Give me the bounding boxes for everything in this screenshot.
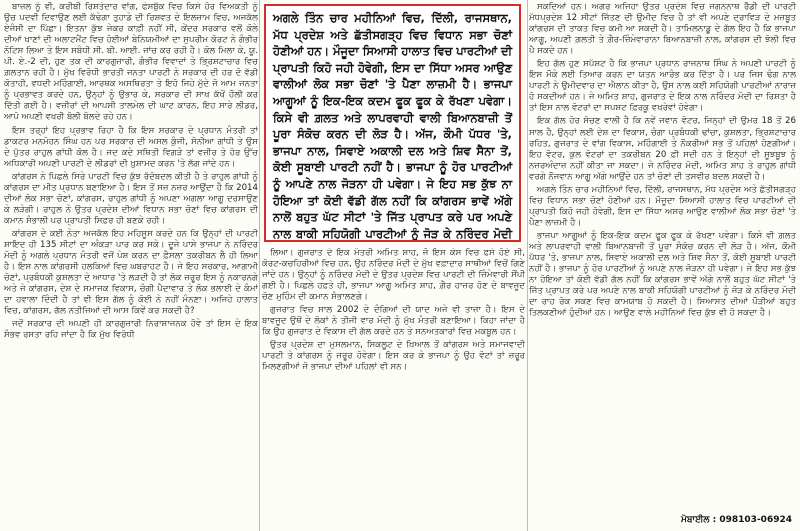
paragraph: ਜਦੋਂ ਸਰਕਾਰ ਦੀ ਅਪਣੀ ਹੀ ਕਾਰਗੁਜ਼ਾਰੀ ਨਿਰਾਸ਼ਾਜਨਕ ਹੋਵੇ ਤਾਂ ਇਸ ਦੇ ਇਕ ਸੰਭਵ ਰਸਤਾ ਰਹਿ ਜਾਂਦਾ ਹੈ ਕਿ ਮੁੱਖ ਵਿਰੋਧੀ: [4, 319, 258, 341]
paragraph: ਲਿਆ। ਗੁਜਰਾਤ ਦੇ ਇਕ ਮੰਤਰੀ ਅਮਿਤ ਸ਼ਾਹ, ਜੋ ਇਸ ਕੇਸ ਵਿਚ ਫਸੇ ਹੋਏ ਸੀ, ਕੋਰਟ-ਕਚਹਿਰੀਆਂ ਵਿਚ ਹਨ, ਉਹ ਨਰਿੰਦਰ ਮੋਦੀ ਦੇ ਮੁੱਖ ਵਫ਼ਾਦਾਰ ਸਾਥੀਆਂ ਵਿਚੋਂ ਗਿਣੇ ਜਾਂਦੇ ਹਨ। ਉਨ੍ਹਾਂ ਨੂੰ ਨਰਿੰਦਰ ਮੋਦੀ ਦੇ ਉਤਰ ਪ੍ਰਦੇਸ਼ ਵਿਚ ਪਾਰਟੀ ਦੀ ਜ਼ਿੰਮੇਵਾਰੀ ਸੌਂਪੀ ਗਈ ਹੈ। ਪਿਛਲੇ ਹਫ਼ਤੇ ਹੀ, ਭਾਜਪਾ ਆਗੂ ਅਮਿਤ ਸ਼ਾਹ, ਗ਼ੈਰ ਹਾਜ਼ਰ ਹੋਣ ਦੇ ਬਾਵਜੂਦ ਚੋਣ ਮੁਹਿੰਮ ਦੀ ਕਮਾਨ ਸੰਭਾਲਣਗੇ।: [262, 248, 525, 303]
paragraph: ਕਾਂਗਰਸ ਦੇ ਕਈ ਨੇਤਾ ਅਜਕੱਲ ਇਹ ਮਹਿਸੂਸ ਕਰਦੇ ਹਨ ਕਿ ਉਨ੍ਹਾਂ ਦੀ ਪਾਰਟੀ ਸ਼ਾਇਦ ਹੀ 135 ਸੀਟਾਂ ਦਾ ਅੰਕੜਾ ਪਾਰ ਕਰ ਸਕੇ। ਦੂਜੇ ਪਾਸੇ ਭਾਜਪਾ ਨੇ ਨਰਿੰਦਰ ਮੋਦੀ ਨੂੰ ਅਗਲੇ ਪ੍ਰਧਾਨ ਮੰਤਰੀ ਵਜੋਂ ਪੇਸ਼ ਕਰਨ ਦਾ ਫ਼ੈਸਲਾ ਤਕਰੀਬਨ ਲੈ ਹੀ ਲਿਆ ਹੈ। ਇਸ ਨਾਲ ਕਾਂਗਰਸੀ ਹਲਕਿਆਂ ਵਿਚ ਘਬਰਾਹਟ ਹੈ। ਜੇ ਇਹ ਸਰਕਾਰ, ਆਗਾਮੀ ਚੋਣਾਂ, ਪ੍ਰਬੰਧਕੀ ਕੁਸ਼ਲਤਾ ਦੇ ਆਧਾਰ 'ਤੇ ਲੜਦੀ ਹੈ ਤਾਂ ਲੋਕ ਜ਼ਰੂਰ ਇਸ ਨੂੰ ਨਕਾਰਨਗੇ ਅਤੇ ਜੇ ਕਾਂਗਰਸ, ਦੇਸ਼ ਦੇ ਸਮਾਜਕ ਵਿਕਾਸ, ਚੰਗੀ ਪੈਦਾਵਾਰ ਤੇ ਲੋਕ ਭਲਾਈ ਦੇ ਕੰਮਾਂ ਦਾ ਹਵਾਲਾ ਦਿੰਦੀ ਹੈ ਤਾਂ ਵੀ ਇਸ ਗੱਲ ਨੂੰ ਕੋਈ ਨੇ ਨਹੀਂ ਮੰਨਣਾ। ਅਜਿਹੇ ਹਾਲਾਤ ਵਿਚ, ਕਾਂਗਰਸ, ਗੱਲ ਨਤੀਜਿਆਂ ਦੀ ਆਸ ਕਿਵੇਂ ਕਰ ਸਕਦੀ ਹੈ?: [4, 228, 258, 317]
paragraph: ਇਸ ਤਰ੍ਹਾਂ ਇਹ ਪ੍ਰਭਾਵ ਰਿਹਾ ਹੈ ਕਿ ਇਸ ਸਰਕਾਰ ਦੇ ਪ੍ਰਧਾਨ ਮੰਤਰੀ ਤਾਂ ਡਾਕਟਰ ਮਨਮੋਹਨ ਸਿੰਘ ਹਨ ਪਰ ਸਰਕਾਰ ਦੀ ਅਸਲ ਕੁੰਜੀ, ਸੋਨੀਆ ਗਾਂਧੀ ਤੇ ਉਸ ਦੇ ਪੁੱਤਰ ਰਾਹੁਲ ਗਾਂਧੀ ਕੋਲ ਹੈ। ਜਦ ਕਦੇ ਸਥਿਤੀ ਵਿਗੜੇ ਤਾਂ ਵਜ਼ੀਰ ਤੇ ਹੋਰ ਉੱਚ ਅਧਿਕਾਰੀ ਅਪਣੀ ਪਾਰਟੀ ਦੇ ਲੀਡਰਾਂ ਦੀ ਖ਼ੁਸ਼ਾਮਦ ਕਰਨ 'ਤੇ ਲੱਗ ਜਾਂਦੇ ਹਨ।: [4, 125, 258, 169]
paragraph: ਬਾਜ਼ਲ ਨੂੰ ਵੀ, ਕਰੀਬੀ ਰਿਸ਼ਤੇਦਾਰ ਵਾਂਗ, ਫੇਸਬੁੱਕ ਵਿਚ ਕਿਸੇ ਹੋਰ ਵਿਅਕਤੀ ਨੂੰ ਉਚ ਪਦਵੀ ਦਿਵਾਉਣ ਲਈ ਕੱਢੇਗਾ ਤੁਹਾਡੇ ਦੀ ਰਿਸ਼ਵਤ ਦੇ ਇਲਜ਼ਾਮ ਵਿਚ, ਅਜਕੱਲ ਏਜੰਸੀ ਦਾ ਪਿੱਛਾ। ਇਤਨਾ ਕੁੱਝ ਜੇਕਰ ਕਾਫ਼ੀ ਨਹੀਂ ਸੀ, ਕੇਂਦਰ ਸਰਕਾਰ ਵਲੋਂ ਕੋਲੇ ਦੀਆਂ ਖਾਣਾਂ ਦੀ ਅਲਾਟਮੈਂਟ ਵਿਚ ਹੋਈਆਂ ਬੇਨਿਯਮੀਆਂ ਦਾ ਸੁਪਰੀਮ ਕੋਰਟ ਨੇ ਗੰਭੀਰ ਨੋਟਿਸ ਲਿਆ ਤੇ ਇਸ ਸਬੰਧੀ ਸੀ. ਬੀ. ਆਈ. ਜਾਂਚ ਕਰ ਰਹੀ ਹੈ। ਕੋਲ ਮਿਲਾ ਕੇ, ਯੂ. ਪੀ. ਏ.-2 ਦੀ, ਹੁਣ ਤਕ ਦੀ ਕਾਰਗੁਜ਼ਾਰੀ, ਗੰਭੀਰ ਵਿਵਾਦਾਂ ਤੇ ਭ੍ਰਿਸ਼ਟਾਚਾਰ ਵਿਚ ਗ਼ਲਤਾਨ ਰਹੀ ਹੈ। ਮੁੱਖ ਵਿਰੋਧੀ ਭਾਰਤੀ ਜਨਤਾ ਪਾਰਟੀ ਨੇ ਸਰਕਾਰ ਦੀ ਹਰ ਦੋ ਵੱਡੀ ਕੋਤਾਹੀ, ਵਧਦੀ ਮਹਿੰਗਾਈ, ਆਰਥਕ ਅਸਥਿਰਤਾ ਤੇ ਇਹੋ ਜਿਹੇ ਮੁੱਦੇ ਜੋ ਆਮ ਜਨਤਾ ਨੂੰ ਪ੍ਰਭਾਵਤ ਕਰਦੇ ਹਨ, ਉਨ੍ਹਾਂ ਨੂੰ ਉਭਾਰ ਕੇ, ਸਰਕਾਰ ਦੀ ਸਾਖ ਕੱਖੋਂ ਹੌਲੀ ਕਰ ਦਿੱਤੀ ਗਈ ਹੈ। ਵਜ਼ੀਰਾਂ ਦੀ ਆਪਸੀ ਤਾਲਮੇਲ ਦੀ ਘਾਟ ਕਾਰਨ, ਇਹ ਸਾਰੇ ਲੀਡਰ, ਆਪੋ ਅਪਣੀ ਵਖਰੀ ਬੋਲੀ ਬੋਲਦੇ ਰਹੇ ਹਨ।: [4, 2, 258, 123]
article-column-middle: [262, 248, 525, 528]
paragraph: ਗੁਜਰਾਤ ਵਿਚ ਸਾਲ 2002 ਦੇ ਦੰਗਿਆਂ ਦੀ ਯਾਦ ਅਜੇ ਵੀ ਤਾਜ਼ਾ ਹੈ। ਇਸ ਦੇ ਬਾਵਜੂਦ ਉਥੋਂ ਦੇ ਲੋਕਾਂ ਨੇ ਤੀਜੀ ਵਾਰ ਮੋਦੀ ਨੂੰ ਮੁੱਖ ਮੰਤਰੀ ਬਣਾਇਆ। ਕਿਹਾ ਜਾਂਦਾ ਹੈ ਕਿ ਉਹ ਗੁਜਰਾਤ ਦੇ ਵਿਕਾਸ ਦੀ ਗੱਲ ਕਰਦੇ ਹਨ ਤੇ ਸਨਅਤਕਾਰਾਂ ਵਿਚ ਮਕਬੂਲ ਹਨ।: [262, 305, 525, 338]
column-divider: [259, 0, 260, 531]
paragraph: ਕਾਂਗਰਸ ਨੇ ਪਿਛਲੇ ਸਿਰੇ ਪਾਰਟੀ ਵਿਚ ਕੁੱਝ ਰੱਦੋਬਦਲ ਕੀਤੀ ਹੈ ਤੇ ਰਾਹੁਲ ਗਾਂਧੀ ਨੂੰ ਕਾਂਗਰਸ ਦਾ ਮੀਤ ਪ੍ਰਧਾਨ ਬਣਾਇਆ ਹੈ। ਇਸ ਤੋਂ ਸਜ਼ ਨਜ਼ਰ ਆਉਂਦਾ ਹੈ ਕਿ 2014 ਦੀਆਂ ਲੋਕ ਸਭਾ ਚੋਣਾਂ, ਕਾਂਗਰਸ, ਰਾਹੁਲ ਗਾਂਧੀ ਨੂੰ ਅਪਣਾ ਅਗਲਾ ਆਗੂ ਦਰਸਾਉਣ ਕੇ ਲੜੇਗੀ। ਰਾਹੁਲ ਨੇ ਉਤਰ ਪ੍ਰਦੇਸ਼ ਦੀਆਂ ਵਿਧਾਨ ਸਭਾ ਚੋਣਾਂ ਵਿਚ ਕਾਂਗਰਸ ਦੀ ਕਮਾਨ ਸੰਭਾਲੀ ਪਰ ਪ੍ਰਾਪਤੀ ਸਿਫ਼ਰ ਹੀ ਬਣਕੇ ਰਹੀ।: [4, 171, 258, 226]
pull-quote-box: [264, 4, 521, 242]
paragraph: ਅਗਲੇ ਤਿੰਨ ਚਾਰ ਮਹੀਨਿਆਂ ਵਿਚ, ਦਿੱਲੀ, ਰਾਜਸਥਾਨ, ਮੱਧ ਪ੍ਰਦੇਸ਼ ਅਤੇ ਛੱਤੀਸਗੜ੍ਹ ਵਿਚ ਵਿਧਾਨ ਸਭਾ ਚੋਣਾਂ ਹੋਣੀਆਂ ਹਨ। ਮੌਜੂਦਾ ਸਿਆਸੀ ਹਾਲਾਤ ਵਿਚ ਪਾਰਟੀਆਂ ਦੀ ਪ੍ਰਾਪਤੀ ਕਿਹੋ ਜਹੀ ਹੋਵੇਗੀ, ਇਸ ਦਾ ਸਿੱਧਾ ਅਸਰ ਆਉਣ ਵਾਲੀਆਂ ਲੋਕ ਸਭਾ ਚੋਣਾਂ 'ਤੇ ਪੈਣਾ ਲਾਜ਼ਮੀ ਹੈ।: [529, 184, 796, 228]
paragraph: ਇਕ ਗੱਲ ਹੋਰ ਸੋਚਣ ਵਾਲੀ ਹੈ ਕਿ ਨਵੇਂ ਜਵਾਨ ਵੋਟਰ, ਜਿਨ੍ਹਾਂ ਦੀ ਉਮਰ 18 ਤੋਂ 26 ਸਾਲ ਹੈ, ਉਨ੍ਹਾਂ ਲਈ ਦੇਸ਼ ਦਾ ਵਿਕਾਸ, ਚੰਗਾ ਪ੍ਰਬੰਧਕੀ ਢਾਂਚਾ, ਕੁਸ਼ਲਤਾ, ਭ੍ਰਿਸ਼ਟਾਚਾਰ ਰਹਿਤ, ਗੁਜਰਾਤ ਦੇ ਵਾਂਗ ਵਿਕਾਸ, ਮਹਿੰਗਾਈ ਤੇ ਨੌਕਰੀਆਂ ਸਭ ਤੋਂ ਪਹਿਲਾਂ ਹੋਣਗੀਆਂ। ਇਹ ਵੋਟਰ, ਕੁਲ ਵੋਟਰਾਂ ਦਾ ਤਕਰੀਬਨ 20 ਫ਼ੀ ਸਦੀ ਹਨ ਤੇ ਇਨ੍ਹਾਂ ਦੀ ਸੂਝਬੂਝ ਨੂੰ ਨਜ਼ਰਅੰਦਾਜ਼ ਨਹੀਂ ਕੀਤਾ ਜਾ ਸਕਦਾ। ਜੇ ਨਰਿੰਦਰ ਮੋਦੀ, ਅਮਿਤ ਸ਼ਾਹ ਤੇ ਰਾਹੁਲ ਗਾਂਧੀ ਵਰਗੇ ਨੌਜਵਾਨ ਆਗੂ ਅੱਗੇ ਆਉਂਦੇ ਹਨ ਤਾਂ ਚੋਣਾਂ ਦੀ ਤਸਵੀਰ ਬਦਲ ਸਕਦੀ ਹੈ।: [529, 116, 796, 182]
paragraph: ਇਹ ਗੱਲ ਹੁਣ ਸਪੱਸ਼ਟ ਹੈ ਕਿ ਭਾਜਪਾ ਪ੍ਰਧਾਨ ਰਾਜਨਾਥ ਸਿੰਘ ਨੇ ਅਪਣੀ ਪਾਰਟੀ ਨੂੰ ਇਸ ਮੌਕੇ ਲਈ ਤਿਆਰ ਕਰਨ ਦਾ ਯਤਨ ਆਰੰਭ ਕਰ ਦਿੱਤਾ ਹੈ। ਪਰ ਜਿਸ ਢੰਗ ਨਾਲ ਪਾਰਟੀ ਨੇ ਉਮੀਦਵਾਰ ਦਾ ਐਲਾਨ ਕੀਤਾ ਹੈ, ਉਸ ਨਾਲ ਕਈ ਸਹਿਯੋਗੀ ਪਾਰਟੀਆਂ ਨਾਰਾਜ਼ ਹੋ ਸਕਦੀਆਂ ਹਨ। ਜੇ ਅਮਿਤ ਸ਼ਾਹ, ਗੁਜਰਾਤ ਦੇ ਇਕ ਨਾਲ ਨਰਿੰਦਰ ਮੋਦੀ ਦਾ ਰਿਸ਼ਤਾ ਹੈ ਤਾਂ ਇਸ ਨਾਲ ਵੋਟਰਾਂ ਦਾ ਸਪਸ਼ਟ ਫ਼ਿਰਕੂ ਵਖਰੇਵਾਂ ਹੋਵੇਗਾ।: [529, 59, 796, 114]
paragraph: ਭਾਜਪਾ ਆਗੂਆਂ ਨੂੰ ਇਕ-ਇਕ ਕਦਮ ਫੂਕ ਫੂਕ ਕੇ ਰੱਖਣਾ ਪਵੇਗਾ। ਕਿਸੇ ਵੀ ਗ਼ਲਤ ਅਤੇ ਲਾਪਰਵਾਹੀ ਵਾਲੀ ਬਿਆਨਬਾਜ਼ੀ ਤੋਂ ਪੂਰਾ ਸੰਕੋਚ ਕਰਨ ਦੀ ਲੋੜ ਹੈ। ਅੱਜ, ਕੌਮੀ ਪੱਧਰ 'ਤੇ, ਭਾਜਪਾ ਨਾਲ, ਸਿਵਾਏ ਅਕਾਲੀ ਦਲ ਅਤੇ ਸ਼ਿਵ ਸੈਨਾ ਤੋਂ, ਕੋਈ ਸੂਬਾਈ ਪਾਰਟੀ ਨਹੀਂ ਹੈ। ਭਾਜਪਾ ਨੂੰ ਹੋਰ ਪਾਰਟੀਆਂ ਨੂੰ ਅਪਣੇ ਨਾਲ ਜੋੜਨਾ ਹੀ ਪਵੇਗਾ। ਜੇ ਇਹ ਸਭ ਕੁੱਝ ਨਾ ਹੋਇਆ ਤਾਂ ਕੋਈ ਵੱਡੀ ਗੱਲ ਨਹੀਂ ਕਿ ਕਾਂਗਰਸ ਭਾਵੇਂ ਅੱਗੇ ਨਾਲੋਂ ਬਹੁਤ ਘੱਟ ਸੀਟਾਂ 'ਤੇ ਜਿੱਤ ਪ੍ਰਾਪਤ ਕਰੇ ਪਰ ਅਪਣੇ ਨਾਲ ਬਾਕੀ ਸਹਿਯੋਗੀ ਪਾਰਟੀਆਂ ਨੂੰ ਜੋੜ ਕੇ ਨਰਿੰਦਰ ਮੋਦੀ ਦਾ ਰਾਹ ਰੋਕ ਸਕਣ ਵਿਚ ਕਾਮਯਾਬ ਹੋ ਸਕਦੀ ਹੈ। ਸਿਆਸਤ ਦੀਆਂ ਪੌੜੀਆਂ ਬਹੁਤ ਤਿਲਕਣੀਆਂ ਹੁੰਦੀਆਂ ਹਨ। ਆਉਣ ਵਾਲੇ ਮਹੀਨਿਆਂ ਵਿਚ ਕੁੱਝ ਵੀ ਹੋ ਸਕਦਾ ਹੈ।: [529, 230, 796, 319]
paragraph: ਉਤਰ ਪ੍ਰਦੇਸ਼ ਦਾ ਮੁਸਲਮਾਨ, ਸਿਕਲੂਟ ਦੇ ਖ਼ਿਆਲ ਤੋਂ ਕਾਂਗਰਸ ਅਤੇ ਸਮਾਜਵਾਦੀ ਪਾਰਟੀ ਤੇ ਕਾਂਗਰਸ ਨੂੰ ਜ਼ਰੂਰ ਹੋਵੇਗਾ। ਇਸ ਕਰ ਕੇ ਭਾਜਪਾ ਨੂੰ ਉਹ ਵੋਟਾਂ ਤਾਂ ਜ਼ਰੂਰ ਮਿਲਣਗੀਆਂ ਜੋ ਭਾਜਪਾ ਦੀਆਂ ਪਹਿਲਾਂ ਵੀ ਸਨ।: [262, 340, 525, 373]
author-contact: ਮੋਬਾਈਲ : 098103-06924: [675, 515, 792, 525]
article-column-right: [529, 2, 796, 507]
pull-quote-text: ਅਗਲੇ ਤਿੰਨ ਚਾਰ ਮਹੀਨਿਆਂ ਵਿਚ, ਦਿੱਲੀ, ਰਾਜਸਥਾਨ, ਮੱਧ ਪ੍ਰਦੇਸ਼ ਅਤੇ ਛੱਤੀਸਗੜ੍ਹ ਵਿਚ ਵਿਧਾਨ ਸਭਾ ਚੋਣਾਂ ਹੋਣੀਆਂ ਹਨ। ਮੌਜੂਦਾ ਸਿਆਸੀ ਹਾਲਾਤ ਵਿਚ ਪਾਰਟੀਆਂ ਦੀ ਪ੍ਰਾਪਤੀ ਕਿਹੋ ਜਹੀ ਹੋਵੇਗੀ, ਇਸ ਦਾ ਸਿੱਧਾ ਅਸਰ ਆਉਣ ਵਾਲੀਆਂ ਲੋਕ ਸਭਾ ਚੋਣਾਂ 'ਤੇ ਪੈਣਾ ਲਾਜ਼ਮੀ ਹੈ। ਭਾਜਪਾ ਆਗੂਆਂ ਨੂੰ ਇਕ-ਇਕ ਕਦਮ ਫੂਕ ਫੂਕ ਕੇ ਰੱਖਣਾ ਪਵੇਗਾ। ਕਿਸੇ ਵੀ ਗ਼ਲਤ ਅਤੇ ਲਾਪਰਵਾਹੀ ਵਾਲੀ ਬਿਆਨਬਾਜ਼ੀ ਤੋਂ ਪੂਰਾ ਸੰਕੋਚ ਕਰਨ ਦੀ ਲੋੜ ਹੈ। ਅੱਜ, ਕੌਮੀ ਪੱਧਰ 'ਤੇ, ਭਾਜਪਾ ਨਾਲ, ਸਿਵਾਏ ਅਕਾਲੀ ਦਲ ਅਤੇ ਸ਼ਿਵ ਸੈਨਾ ਤੋਂ, ਕੋਈ ਸੂਬਾਈ ਪਾਰਟੀ ਨਹੀਂ ਹੈ। ਭਾਜਪਾ ਨੂੰ ਹੋਰ ਪਾਰਟੀਆਂ ਨੂੰ ਆਪਣੇ ਨਾਲ ਜੋੜਨਾ ਹੀ ਪਵੇਗਾ। ਜੇ ਇਹ ਸਭ ਕੁੱਝ ਨਾ ਹੋਇਆ ਤਾਂ ਕੋਈ ਵੱਡੀ ਗੱਲ ਨਹੀਂ ਕਿ ਕਾਂਗਰਸ ਭਾਵੇਂ ਅੱਗੇ ਨਾਲੋਂ ਬਹੁਤ ਘੱਟ ਸੀਟਾਂ 'ਤੇ ਜਿੱਤ ਪ੍ਰਾਪਤ ਕਰੇ ਪਰ ਅਪਣੇ ਨਾਲ ਬਾਕੀ ਸਹਿਯੋਗੀ ਪਾਰਟੀਆਂ ਨੂੰ ਜੋੜ ਕੇ ਨਰਿੰਦਰ ਮੋਦੀ: [273, 11, 512, 241]
column-divider: [527, 0, 528, 531]
paragraph: ਸਕਦਿਆਂ ਹਨ। ਅਗਰ ਅਜਿਹਾ ਉਤਰ ਪ੍ਰਦੇਸ਼ ਵਿਚ ਜਗਨਨਾਥ ਰੈੱਡੀ ਦੀ ਪਾਰਟੀ ਮੱਧਪ੍ਰਦੇਸ਼ 12 ਸੀਟਾਂ ਜਿੱਤਣ ਦੀ ਉਮੀਦ ਵਿਚ ਹੈ ਤਾਂ ਵੀ ਅਪਣੇ ਦ੍ਰਾਵਿੜ ਦੇ ਮਜ਼ਬੂਤ ਕਾਂਗਰਸ ਦੀ ਤਾਕਤ ਵਿਚ ਕਮੀ ਆ ਸਕਦੀ ਹੈ। ਤਾਮਿਲਨਾਡੂ ਦੇ ਗੱਲ ਇਹ ਹੈ ਕਿ ਭਾਜਪਾ ਆਗੂ, ਅਪਣੀ ਗ਼ਲਤੀ ਤੇ ਗ਼ੈਰ-ਜ਼ਿੰਮੇਵਾਰਾਨਾ ਬਿਆਨਬਾਜ਼ੀ ਨਾਲ, ਕਾਂਗਰਸ ਦੀ ਝੋਲੀ ਵਿਚ ਪੈ ਸਕਦੇ ਹਨ।: [529, 2, 796, 57]
article-column-left: [4, 2, 258, 528]
